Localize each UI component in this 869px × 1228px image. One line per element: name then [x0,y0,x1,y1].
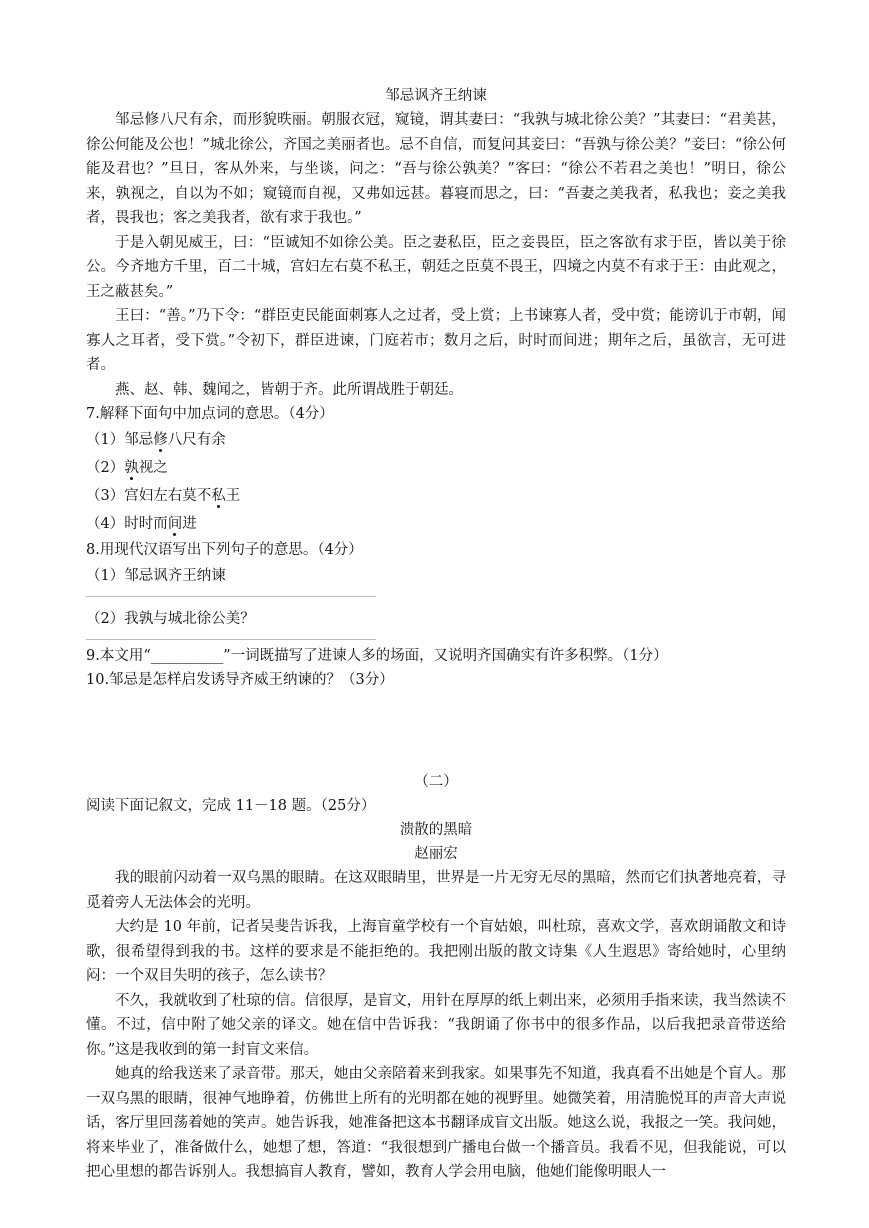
article-paragraph-4: 她真的给我送来了录音带。那天，她由父亲陪着来到我家。如果事先不知道，我真看不出她是个盲人。那一双乌黑的眼睛，很神气地睁着，仿佛世上所有的光明都在她的视野里。她微笑着，用清脆悦耳的声音大声说话，客厅里回荡着她的笑声。她告诉我，她准备把这本书翻译成盲文出版。她这么说，我报之一笑。我问她，将来毕业了，准备做什么，她想了想，答道：“我很想到广播电台做一个播音员。我看不见，但我能说，可以把心里想的都告诉别人。我想搞盲人教育，譬如，教育人学会用电脑，他她们能像明眼人一 [86,1066,786,1180]
question-10: 10.邹忌是怎样启发诱导齐威王纳谏的？（3分） [86,672,394,688]
question-8-item-1: （1）邹忌讽齐王纳谏 [86,568,226,584]
article-paragraph-2: 大约是 10 年前，记者吴斐告诉我，上海盲童学校有一个盲姑娘，叫杜琼，喜欢文学，喜欢朗诵散文和诗歌，很希望得到我的书。这样的要求是不能拒绝的。我把刚出版的散文诗集《人生遐思》寄给她时，心里纳闷：一个双目失明的孩子，怎么读书？ [86,919,786,984]
question-7-item-1: （1）邹忌修八尺有余 [86,432,226,448]
article-title: 溃散的黑暗 [399,822,473,838]
document-page [86,0,786,1185]
question-7-stem: 7.解释下面句中加点词的意思。（4分） [86,406,334,422]
question-7-item-2: （2）孰视之 [86,460,168,476]
dotted-word: 私 [211,488,226,504]
section-2-instruction: 阅读下面记叙文，完成 11－18 题。（25分） [86,798,376,814]
dotted-word: 孰 [124,460,139,476]
dotted-word: 间 [167,516,183,532]
answer-line [86,639,376,640]
dotted-word: 修 [153,432,168,448]
question-9: 9.本文用“__________”一词既描写了进谏人多的场面，又说明齐国确实有许多积弊。（1分） [86,648,668,664]
passage-title: 邹忌讽齐王纳谏 [385,88,487,104]
question-8-item-2: （2）我孰与城北徐公美？ [86,611,255,627]
article-paragraph-3: 不久，我就收到了杜琼的信。信很厚，是盲文，用针在厚厚的纸上刺出来，必须用手指来读，我当然读不懂。不过，信中附了她父亲的译文。她在信中告诉我：“我朗诵了你书中的很多作品，以后我把录音带送给你。”这是我收到的第一封盲文来信。 [86,992,786,1058]
passage-paragraph-2: 于是入朝见威王，曰：“臣诚知不如徐公美。臣之妻私臣，臣之妾畏臣，臣之客欲有求于臣，皆以美于徐公。今齐地方千里，百二十城，宫妇左右莫不私王，朝廷之臣莫不畏王，四境之内莫不有求于王：由此观之，王之蔽甚矣。” [86,234,786,300]
passage-paragraph-1: 邹忌修八尺有余，而形貌昳丽。朝服衣冠，窥镜，谓其妻曰：“我孰与城北徐公美？”其妻曰：“君美甚，徐公何能及公也！”城北徐公，齐国之美丽者也。忌不自信，而复问其妾曰：“吾孰与徐公美？”妾曰：“徐公何能及君也？”旦日，客从外来，与坐谈，问之：“吾与徐公孰美？”客曰：“徐公不若君之美也！”明日，徐公来，孰视之，自以为不如；窥镜而自视，又弗如远甚。暮寝而思之，曰：“吾妻之美我者，私我也；妾之美我者，畏我也；客之美我者，欲有求于我也。” [86,112,786,226]
question-8-stem: 8.用现代汉语写出下列句子的意思。（4分） [86,542,363,558]
question-7-item-4: （4）时时而间进 [86,516,197,532]
article-body [86,866,786,1185]
article-author: 赵丽宏 [414,846,458,862]
section-2-heading: （二） [414,774,458,790]
passage-paragraph-3: 王曰：“善。”乃下令：“群臣吏民能面刺寡人之过者，受上赏；上书谏寡人者，受中赏；能谤讥于市朝，闻寡人之耳者，受下赏。”令初下，群臣进谏，门庭若市；数月之后，时时而间进；期年之后，虽欲言，无可进者。 [86,308,787,373]
question-7-item-3: （3）宫妇左右莫不私王 [86,488,241,504]
article-paragraph-1: 我的眼前闪动着一双乌黑的眼睛。在这双眼睛里，世界是一片无穷无尽的黑暗，然而它们执著地亮着，寻觅着旁人无法体会的光明。 [86,870,786,911]
passage-paragraph-4: 燕、赵、韩、魏闻之，皆朝于齐。此所谓战胜于朝廷。 [115,381,463,398]
question-7-items [86,426,786,538]
answer-line [86,596,376,597]
passage-body [86,108,786,402]
